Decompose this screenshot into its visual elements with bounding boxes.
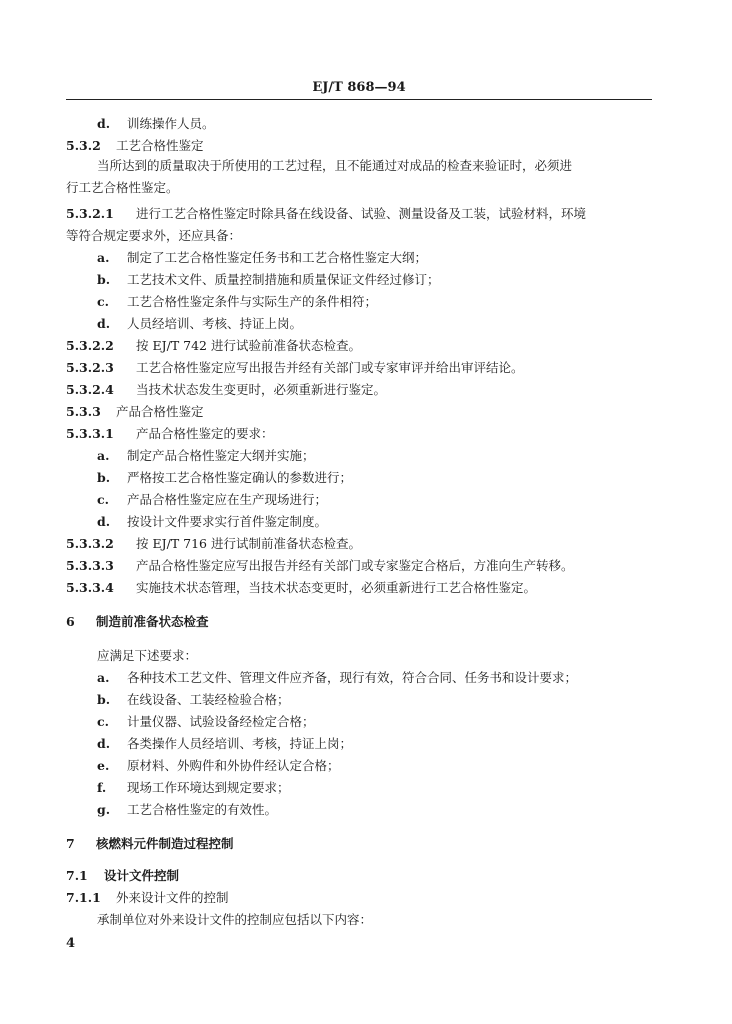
- item-text: 各种技术工艺文件、管理文件应齐备，现行有效，符合合同、任务书和设计要求；: [127, 670, 578, 685]
- item-text: 工艺合格性鉴定的有效性。: [127, 802, 278, 817]
- list-item: [97, 714, 315, 730]
- page-number: 4: [66, 936, 76, 951]
- item-text: 产品合格性鉴定应在生产现场进行；: [127, 492, 328, 507]
- item-number: d.: [97, 736, 111, 751]
- item-text: 训练操作人员。: [127, 116, 215, 131]
- section-heading: [66, 868, 179, 884]
- section-number: 5.3.2: [66, 138, 101, 153]
- paragraph-line: [66, 228, 241, 244]
- item-text: 工艺技术文件、质量控制措施和质量保证文件经过修订；: [127, 272, 440, 287]
- paragraph-line: [97, 648, 197, 664]
- clause-line: [66, 426, 274, 442]
- item-text: 计量仪器、试验设备经检定合格；: [127, 714, 315, 729]
- paragraph-line: [97, 912, 372, 928]
- page-header-title: EJ/T 868—94: [312, 80, 406, 95]
- clause-text: 按 EJ/T 742 进行试验前准备状态检查。: [136, 338, 361, 353]
- section-title: 外来设计文件的控制: [116, 890, 229, 905]
- paragraph-text: 行工艺合格性鉴定。: [66, 180, 179, 195]
- section-number: 5.3.3: [66, 404, 101, 419]
- item-text: 制定了工艺合格性鉴定任务书和工艺合格性鉴定大纲；: [127, 250, 428, 265]
- clause-text: 进行工艺合格性鉴定时除具备在线设备、试验、测量设备及工装，试验材料，环境: [136, 206, 587, 221]
- item-text: 制定产品合格性鉴定大纲并实施；: [127, 448, 315, 463]
- item-number: d.: [97, 316, 111, 331]
- item-number: c.: [97, 492, 109, 507]
- clause-text: 工艺合格性鉴定应写出报告并经有关部门或专家审评并给出审评结论。: [136, 360, 524, 375]
- item-number: b.: [97, 470, 111, 485]
- list-item: [97, 802, 277, 818]
- item-number: a.: [97, 448, 110, 463]
- list-item: [97, 272, 440, 288]
- item-text: 各类操作人员经培训、考核，持证上岗；: [127, 736, 353, 751]
- clause-number: 5.3.3.2: [66, 536, 114, 551]
- paragraph-text: 承制单位对外来设计文件的控制应包括以下内容：: [97, 912, 373, 927]
- item-number: e.: [97, 758, 110, 773]
- clause-number: 5.3.2.4: [66, 382, 114, 397]
- section-title: 工艺合格性鉴定: [116, 138, 204, 153]
- clause-line: [66, 536, 361, 552]
- paragraph-line: [66, 180, 179, 196]
- item-text: 在线设备、工装经检验合格；: [127, 692, 290, 707]
- clause-number: 5.3.2.3: [66, 360, 114, 375]
- section-heading: [66, 404, 204, 420]
- item-number: c.: [97, 714, 109, 729]
- paragraph-line: [97, 158, 572, 174]
- clause-text: 实施技术状态管理，当技术状态变更时，必须重新进行工艺合格性鉴定。: [136, 580, 537, 595]
- item-number: d.: [97, 514, 111, 529]
- clause-number: 5.3.2.1: [66, 206, 114, 221]
- paragraph-text: 应满足下述要求：: [97, 648, 198, 663]
- chapter-heading: [66, 614, 209, 630]
- item-text: 按设计文件要求实行首件鉴定制度。: [127, 514, 328, 529]
- list-item: [97, 670, 577, 686]
- section-title: 设计文件控制: [104, 868, 180, 883]
- item-text: 人员经培训、考核、持证上岗。: [127, 316, 303, 331]
- clause-line: [66, 360, 524, 376]
- chapter-number: 6: [66, 614, 75, 629]
- item-text: 原材料、外购件和外协件经认定合格；: [127, 758, 340, 773]
- list-item: [97, 316, 302, 332]
- item-number: a.: [97, 670, 110, 685]
- clause-number: 5.3.2.2: [66, 338, 114, 353]
- list-item: [97, 758, 340, 774]
- list-item: [97, 470, 352, 486]
- item-number: f.: [97, 780, 107, 795]
- item-number: b.: [97, 692, 111, 707]
- chapter-title: 核燃料元件制造过程控制: [96, 836, 234, 851]
- clause-text: 产品合格性鉴定的要求：: [136, 426, 274, 441]
- chapter-title: 制造前准备状态检查: [96, 614, 209, 629]
- clause-number: 5.3.3.3: [66, 558, 114, 573]
- section-number: 7.1: [66, 868, 88, 883]
- chapter-number: 7: [66, 836, 75, 851]
- item-number: b.: [97, 272, 111, 287]
- clause-text: 按 EJ/T 716 进行试制前准备状态检查。: [136, 536, 361, 551]
- chapter-heading: [66, 836, 234, 852]
- section-heading: [66, 890, 229, 906]
- section-heading: [66, 138, 204, 154]
- paragraph-text: 等符合规定要求外，还应具备：: [66, 228, 242, 243]
- header-rule: [66, 99, 652, 100]
- clause-number: 5.3.3.4: [66, 580, 114, 595]
- clause-line: [66, 382, 386, 398]
- item-number: a.: [97, 250, 110, 265]
- item-text: 严格按工艺合格性鉴定确认的参数进行；: [127, 470, 353, 485]
- clause-text: 产品合格性鉴定应写出报告并经有关部门或专家鉴定合格后，方准向生产转移。: [136, 558, 574, 573]
- clause-line: [66, 338, 361, 354]
- section-title: 产品合格性鉴定: [116, 404, 204, 419]
- item-number: c.: [97, 294, 109, 309]
- list-item: [97, 250, 427, 266]
- item-text: 工艺合格性鉴定条件与实际生产的条件相符；: [127, 294, 378, 309]
- list-item: [97, 692, 290, 708]
- list-item: [97, 448, 315, 464]
- list-item: [97, 294, 377, 310]
- paragraph-text: 当所达到的质量取决于所使用的工艺过程，且不能通过对成品的检查来验证时，必须进: [97, 158, 573, 173]
- clause-number: 5.3.3.1: [66, 426, 114, 441]
- item-text: 现场工作环境达到规定要求；: [127, 780, 290, 795]
- list-item: [97, 780, 290, 796]
- clause-line: [66, 580, 536, 596]
- item-number: d.: [97, 116, 111, 131]
- clause-line: [66, 206, 586, 222]
- list-item: [97, 492, 327, 508]
- item-number: g.: [97, 802, 111, 817]
- list-item: [97, 736, 352, 752]
- clause-text: 当技术状态发生变更时，必须重新进行鉴定。: [136, 382, 387, 397]
- clause-line: [66, 558, 574, 574]
- section-number: 7.1.1: [66, 890, 101, 905]
- list-item: [97, 514, 327, 530]
- list-item: [97, 116, 215, 132]
